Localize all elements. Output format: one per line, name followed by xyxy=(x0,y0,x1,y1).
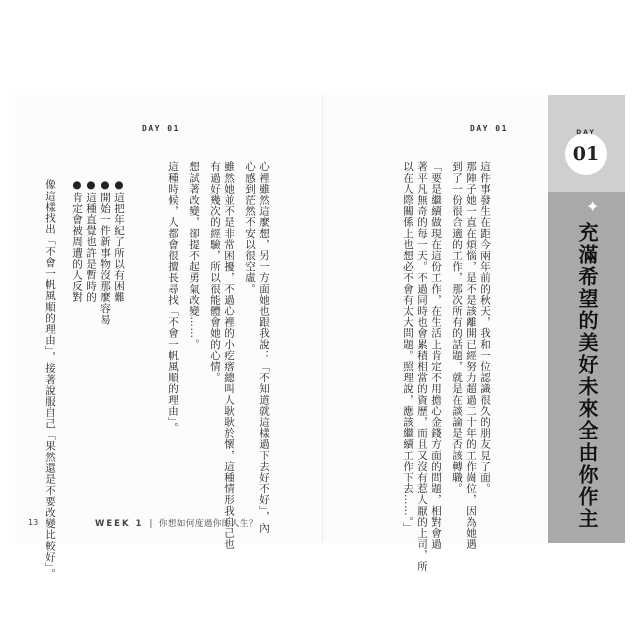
right-column-1: 這件事發生在距今兩年前的秋天，我和一位認識很久的朋友見了面。 xyxy=(479,161,491,494)
chapter-title: 充滿希望的美好未來全由你作主 xyxy=(575,222,599,530)
running-footer xyxy=(95,517,258,529)
right-column-2: 那陣子她一直在煩惱，是不是該離開已經努力超過二十年的工作崗位，因為她遇 xyxy=(465,161,477,550)
left-bullet-2: ●開始一件新事物沒那麼容易 xyxy=(99,179,111,325)
footer-question: 你想如何度過你的人生？ xyxy=(158,519,258,529)
left-column-1: 心裡雖然這麼想，另一方面她也跟我說：「不知道就這樣過下去好不好」，內 xyxy=(258,161,270,534)
footer-week: WEEK 1 xyxy=(95,519,144,529)
sparkle-icon: ✦ xyxy=(586,197,600,216)
right-column-5: 著平凡無奇的每一天。不過同時也會累積相當的資歷，而且又沒有惹人厭的上司，所 xyxy=(416,161,428,572)
left-column-4: 有過好幾次的經驗，所以很能體會她的心情。 xyxy=(209,161,221,383)
left-bullet-4: ●肯定會被周遭的人反對 xyxy=(71,179,83,303)
left-column-2: 心感到茫然不安以很空虛。 xyxy=(244,161,256,295)
left-column-3: 雖然她並不是非常困擾，不過心裡的小疙瘩總叫人耿耿於懷，這種情形我自己也 xyxy=(223,161,235,550)
left-page-number: 13 xyxy=(28,518,39,527)
left-bullet-3: ●這種直覺也許是暫時的 xyxy=(85,179,97,303)
left-column-7: 像這樣找出「不會一帆風順的理由」，接著說服自己「果然還是不要改變比較好」。 xyxy=(44,179,56,580)
right-column-4: 「要是繼續做現在這份工作，在生活上肯定不用擔心金錢方面的問題，相對會過 xyxy=(430,161,442,550)
page-gutter xyxy=(322,95,323,543)
footer-separator: | xyxy=(149,519,153,529)
left-bullet-1: ●這把年紀了所以有困難 xyxy=(113,179,125,303)
badge-day-number: 01 xyxy=(572,143,600,165)
right-column-3: 到了一份很合適的工作，那次所有的話題，就是在談論是否該轉職。 xyxy=(451,161,463,494)
badge-day-text: DAY xyxy=(576,129,596,136)
left-column-5: 想試著改變，卻提不起勇氣改變……。 xyxy=(188,161,200,350)
left-day-label: DAY 01 xyxy=(142,124,180,133)
right-day-label: DAY 01 xyxy=(470,124,508,133)
left-column-6: 這種時候，人都會很擅長尋找「不會一帆風順的理由」。 xyxy=(167,161,179,434)
right-column-6: 以在人際關係上也想必不會有太大問題。照理說，應該繼續工作下去……。」 xyxy=(402,161,414,534)
